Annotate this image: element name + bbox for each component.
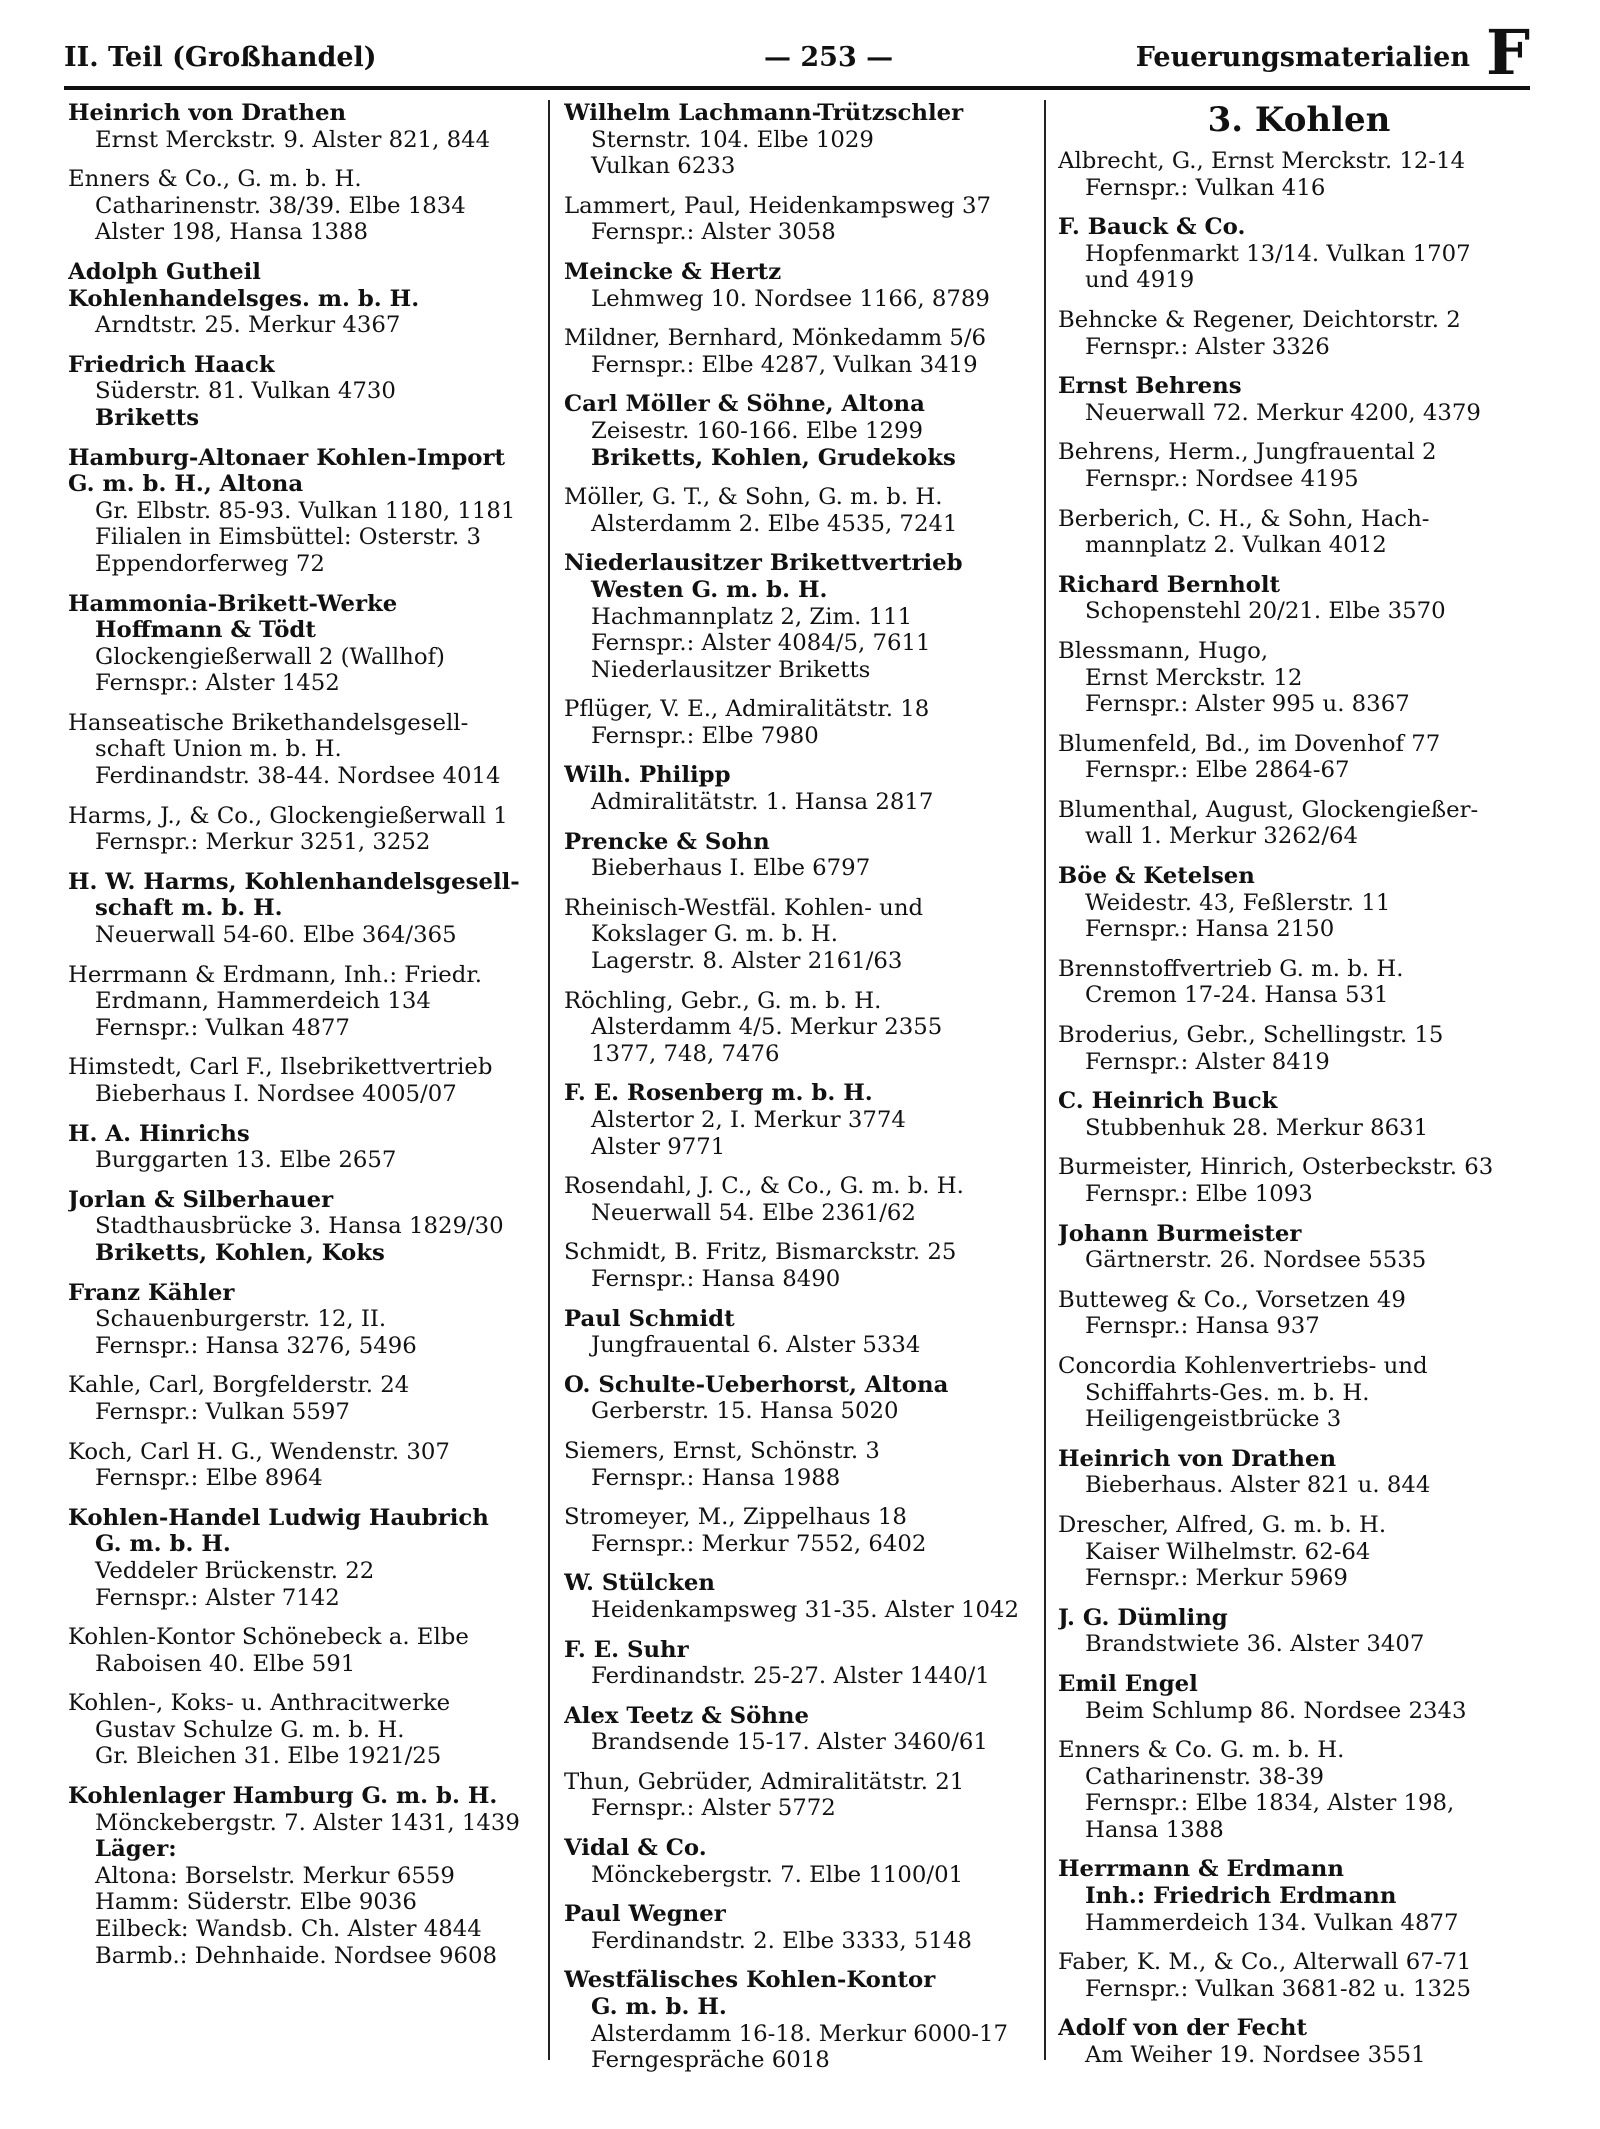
entry-name: Westfälisches Kohlen-Kontor [564, 1967, 936, 1994]
entry-detail-line: Mönckebergstr. 7. Alster 1431, 1439 [95, 1809, 520, 1836]
column-divider [548, 100, 550, 2060]
entry-detail-line: Gr. Bleichen 31. Elbe 1921/25 [95, 1743, 442, 1770]
entry-detail-line: Kohlenhandelsges. m. b. H. [68, 285, 420, 312]
entry-detail-line: Hoffmann & Tödt [95, 617, 316, 644]
entry-name: Harms, J., & Co., Glockengießerwall 1 [68, 802, 508, 829]
entry-name: Enners & Co. G. m. b. H. [1058, 1737, 1345, 1764]
entry-detail-line: Mönckebergstr. 7. Elbe 1100/01 [591, 1861, 964, 1888]
directory-entry [68, 710, 544, 790]
entry-name: F. E. Rosenberg m. b. H. [564, 1080, 873, 1107]
entry-detail-line: Fernspr.: Vulkan 416 [1085, 174, 1326, 201]
directory-entry [564, 193, 1046, 246]
entry-detail-line: Niederlausitzer Briketts [591, 656, 871, 683]
directory-entry [564, 1372, 1046, 1425]
entry-detail-line: Stadthausbrücke 3. Hansa 1829/30 [95, 1213, 504, 1240]
directory-entry [564, 1769, 1046, 1822]
entry-name: Ernst Behrens [1058, 373, 1242, 400]
entry-name: Heinrich von Drathen [68, 100, 347, 126]
directory-entry [68, 591, 544, 697]
entry-detail-line: G. m. b. H. [591, 1994, 727, 2021]
entry-detail-line: Bieberhaus I. Nordsee 4005/07 [95, 1081, 457, 1107]
entry-detail-line: Veddeler Brückenstr. 22 [95, 1557, 375, 1584]
entry-detail-line: Neuerwall 54. Elbe 2361/62 [591, 1199, 916, 1226]
entry-detail-line: Glockengießerwall 2 (Wallhof) [95, 643, 445, 670]
entry-detail-line: Fernspr.: Merkur 5969 [1085, 1565, 1348, 1592]
entry-detail-line: G. m. b. H. [95, 1531, 231, 1558]
entry-name: Thun, Gebrüder, Admiralitätstr. 21 [564, 1768, 965, 1795]
entry-name: Kohlen-Handel Ludwig Haubrich [68, 1504, 489, 1531]
entry-detail-line: Briketts, Kohlen, Grudekoks [591, 444, 956, 471]
directory-entry [564, 1967, 1046, 2073]
entry-detail-line: Inh.: Friedrich Erdmann [1085, 1883, 1397, 1910]
entry-detail-line: Hamm: Süderstr. Elbe 9036 [95, 1889, 417, 1916]
column-2 [564, 100, 1046, 2087]
directory-entry [564, 895, 1046, 975]
entry-detail-line: Alster 198, Hansa 1388 [95, 219, 368, 246]
entry-detail-line: Hachmannplatz 2, Zim. 111 [591, 603, 913, 630]
directory-entry [1058, 1154, 1540, 1207]
entry-name: Wilhelm Lachmann-Trützschler [564, 100, 964, 126]
entry-name: Hamburg-Altonaer Kohlen-Import [68, 444, 506, 471]
entry-name: Hanseatische Brikethandelsgesell- [68, 709, 469, 736]
directory-entry [1058, 307, 1540, 360]
entry-detail-line: Fernspr.: Vulkan 5597 [95, 1398, 350, 1425]
directory-entry [1058, 1022, 1540, 1075]
directory-entry [68, 1783, 544, 1969]
directory-entry [564, 1239, 1046, 1292]
entry-name: Franz Kähler [68, 1279, 235, 1306]
entry-name: Kohlen-, Koks- u. Anthracitwerke [68, 1690, 451, 1717]
entry-detail-line: Bieberhaus. Alster 821 u. 844 [1085, 1472, 1431, 1499]
entry-detail-line: Cremon 17-24. Hansa 531 [1085, 982, 1389, 1009]
entry-detail-line: Fernspr.: Nordsee 4195 [1085, 465, 1359, 492]
entry-name: Brennstoffvertrieb G. m. b. H. [1058, 955, 1404, 982]
entry-name: Albrecht, G., Ernst Merckstr. 12-14 [1058, 148, 1466, 174]
directory-entry [68, 100, 544, 153]
entry-detail-line: Brandsende 15-17. Alster 3460/61 [591, 1729, 988, 1756]
entry-name: Herrmann & Erdmann [1058, 1856, 1344, 1883]
entry-name: Kahle, Carl, Borgfelderstr. 24 [68, 1372, 410, 1399]
index-letter: F [1485, 16, 1530, 89]
entry-detail-line: Catharinenstr. 38/39. Elbe 1834 [95, 192, 466, 219]
section-heading: Feuerungsmaterialien [1135, 42, 1470, 73]
entry-detail-line: Fernspr.: Vulkan 4877 [95, 1014, 350, 1041]
entry-name: Herrmann & Erdmann, Inh.: Friedr. [68, 961, 482, 988]
entry-name: Richard Bernholt [1058, 571, 1281, 598]
entry-name: Stromeyer, M., Zippelhaus 18 [564, 1504, 907, 1531]
entry-detail-line: Filialen in Eimsbüttel: Osterstr. 3 [95, 524, 481, 551]
directory-entry [68, 352, 544, 432]
part-title: II. Teil (Großhandel) [64, 42, 377, 73]
entry-detail-line: Erdmann, Hammerdeich 134 [95, 988, 431, 1015]
directory-entry [564, 762, 1046, 815]
entry-name: Drescher, Alfred, G. m. b. H. [1058, 1511, 1387, 1538]
directory-entry [564, 1570, 1046, 1623]
directory-entry [68, 962, 544, 1042]
entry-detail-line: Lehmweg 10. Nordsee 1166, 8789 [591, 285, 990, 312]
entry-name: Kohlen-Kontor Schönebeck a. Elbe [68, 1624, 469, 1651]
directory-entry [564, 1901, 1046, 1954]
entry-name: Vidal & Co. [564, 1835, 707, 1862]
entry-detail-line: Gärtnerstr. 26. Nordsee 5535 [1085, 1247, 1427, 1274]
entry-detail-line: Fernspr.: Hansa 937 [1085, 1313, 1320, 1340]
entry-name: Adolf von der Fecht [1058, 2015, 1308, 2042]
entry-name: Faber, K. M., & Co., Alterwall 67-71 [1058, 1949, 1472, 1976]
entry-detail-line: Fernspr.: Alster 995 u. 8367 [1085, 691, 1410, 718]
entry-detail-line: Hopfenmarkt 13/14. Vulkan 1707 [1085, 240, 1471, 267]
directory-entry [1058, 572, 1540, 625]
entry-detail-line: Alster 9771 [591, 1133, 726, 1160]
entry-detail-line: Kokslager G. m. b. H. [591, 921, 838, 948]
entry-detail-line: Ferdinandstr. 2. Elbe 3333, 5148 [591, 1927, 972, 1954]
directory-entry [1058, 1737, 1540, 1843]
directory-entry [1058, 2015, 1540, 2068]
section-title: 3. Kohlen [1207, 100, 1391, 140]
entry-detail-line: Fernspr.: Elbe 7980 [591, 722, 819, 749]
directory-entry [68, 166, 544, 246]
entry-detail-line: Fernspr.: Alster 1452 [95, 670, 340, 697]
entry-detail-line: Burggarten 13. Elbe 2657 [95, 1147, 397, 1174]
directory-entry [1058, 638, 1540, 718]
entry-detail-line: Fernspr.: Elbe 2864-67 [1085, 757, 1350, 784]
entry-detail-line: Eilbeck: Wandsb. Ch. Alster 4844 [95, 1916, 482, 1943]
entry-name: J. G. Dümling [1058, 1604, 1228, 1631]
directory-entry [68, 1121, 544, 1174]
column-1 [68, 100, 544, 1982]
directory-entry [1058, 1353, 1540, 1433]
entry-name: Pflüger, V. E., Admiralitätstr. 18 [564, 696, 930, 723]
entry-detail-line: Schauenburgerstr. 12, II. [95, 1306, 387, 1333]
entry-detail-line: schaft m. b. H. [95, 895, 283, 922]
directory-entry [564, 1504, 1046, 1557]
entry-name: Berberich, C. H., & Sohn, Hach- [1058, 505, 1430, 532]
entry-detail-line: G. m. b. H., Altona [68, 471, 304, 498]
entry-detail-line: Eppendorferweg 72 [95, 550, 325, 577]
directory-entry [1058, 1671, 1540, 1724]
entry-detail-line: Westen G. m. b. H. [591, 576, 828, 603]
entry-detail-line: Süderstr. 81. Vulkan 4730 [95, 378, 396, 405]
directory-entry [1058, 797, 1540, 850]
entry-detail-line: Briketts [95, 404, 200, 431]
directory-entry [68, 1624, 544, 1677]
entry-detail-line: Alstertor 2, I. Merkur 3774 [591, 1107, 906, 1133]
entry-name: Jorlan & Silberhauer [68, 1186, 334, 1213]
entry-detail-line: Weidestr. 43, Feßlerstr. 11 [1085, 889, 1391, 916]
entry-detail-line: Schopenstehl 20/21. Elbe 3570 [1085, 598, 1446, 625]
directory-entry [1058, 1088, 1540, 1141]
entry-detail-line: Heidenkampsweg 31-35. Alster 1042 [591, 1596, 1020, 1623]
entry-name: Mildner, Bernhard, Mönkedamm 5/6 [564, 325, 987, 352]
entry-name: Paul Schmidt [564, 1305, 735, 1332]
entry-detail-line: Hansa 1388 [1085, 1816, 1224, 1843]
entry-name: Röchling, Gebr., G. m. b. H. [564, 987, 882, 1014]
entry-name: O. Schulte-Ueberhorst, Altona [564, 1371, 949, 1398]
entry-detail-line: Ferdinandstr. 25-27. Alster 1440/1 [591, 1663, 990, 1690]
entry-name: Friedrich Haack [68, 351, 275, 378]
entry-name: Alex Teetz & Söhne [564, 1702, 809, 1729]
entry-name: Adolph Gutheil [68, 258, 261, 285]
entry-detail-line: Ernst Merckstr. 9. Alster 821, 844 [95, 126, 491, 153]
entry-detail-line: Arndtstr. 25. Merkur 4367 [95, 312, 401, 339]
entry-detail-line: Gerberstr. 15. Hansa 5020 [591, 1398, 899, 1425]
entry-name: Wilh. Philipp [564, 762, 731, 789]
entry-name: Niederlausitzer Brikettvertrieb [564, 550, 963, 577]
entry-name: Heinrich von Drathen [1058, 1445, 1337, 1472]
directory-entry [68, 1054, 544, 1107]
entry-detail-line: Catharinenstr. 38-39 [1085, 1763, 1324, 1790]
entry-name: F. E. Suhr [564, 1636, 689, 1663]
directory-entry [68, 869, 544, 949]
entry-detail-line: Läger: [95, 1836, 177, 1863]
entry-detail-line: Kaiser Wilhelmstr. 62-64 [1085, 1538, 1371, 1565]
directory-entry [564, 829, 1046, 882]
entry-name: Behncke & Regener, Deichtorstr. 2 [1058, 306, 1461, 333]
directory-entry [1058, 1512, 1540, 1592]
directory-entry [1058, 863, 1540, 943]
directory-entry [564, 1703, 1046, 1756]
directory-entry [1058, 1446, 1540, 1499]
entry-detail-line: Alsterdamm 16-18. Merkur 6000-17 [591, 2020, 1008, 2047]
entry-name: Schmidt, B. Fritz, Bismarckstr. 25 [564, 1239, 957, 1266]
entry-detail-line: Fernspr.: Merkur 3251, 3252 [95, 829, 431, 856]
header-rule [64, 86, 1530, 90]
entry-name: Himstedt, Carl F., Ilsebrikettvertrieb [68, 1054, 493, 1081]
entry-name: Emil Engel [1058, 1670, 1198, 1697]
directory-entry [68, 1690, 544, 1770]
directory-entry [1058, 214, 1540, 294]
entry-detail-line: Fernspr.: Alster 8419 [1085, 1048, 1330, 1075]
entry-name: Behrens, Herm., Jungfrauental 2 [1058, 439, 1437, 466]
entry-detail-line: Ernst Merckstr. 12 [1085, 664, 1303, 691]
directory-entry [564, 988, 1046, 1068]
entry-detail-line: Fernspr.: Hansa 2150 [1085, 916, 1335, 943]
directory-entry [564, 696, 1046, 749]
directory-entry [564, 1637, 1046, 1690]
entry-detail-line: Raboisen 40. Elbe 591 [95, 1650, 356, 1677]
directory-entry [68, 259, 544, 339]
entry-name: Burmeister, Hinrich, Osterbeckstr. 63 [1058, 1154, 1494, 1181]
directory-entry [1058, 1287, 1540, 1340]
entry-detail-line: Beim Schlump 86. Nordsee 2343 [1085, 1697, 1467, 1724]
directory-entry [564, 1835, 1046, 1888]
directory-entry [1058, 506, 1540, 559]
entry-detail-line: und 4919 [1085, 267, 1195, 294]
entry-detail-line: Fernspr.: Alster 7142 [95, 1584, 340, 1611]
entry-detail-line: Hammerdeich 134. Vulkan 4877 [1085, 1909, 1459, 1936]
entry-name: Carl Möller & Söhne, Altona [564, 391, 925, 418]
entry-detail-line: Briketts, Kohlen, Koks [95, 1239, 385, 1266]
entry-name: Blumenfeld, Bd., im Dovenhof 77 [1058, 730, 1441, 757]
entry-detail-line: Fernspr.: Alster 3326 [1085, 333, 1330, 360]
entry-detail-line: Fernspr.: Elbe 8964 [95, 1465, 323, 1492]
entry-detail-line: Sternstr. 104. Elbe 1029 [591, 126, 874, 153]
entry-detail-line: Heiligengeistbrücke 3 [1085, 1406, 1342, 1433]
entry-name: Rheinisch-Westfäl. Kohlen- und [564, 894, 924, 921]
directory-entry [1058, 731, 1540, 784]
directory-entry [564, 259, 1046, 312]
entry-detail-line: Zeisestr. 160-166. Elbe 1299 [591, 417, 924, 444]
entry-name: H. W. Harms, Kohlenhandelsgesell- [68, 868, 520, 895]
entry-name: H. A. Hinrichs [68, 1120, 250, 1147]
entry-detail-line: Am Weiher 19. Nordsee 3551 [1085, 2042, 1426, 2069]
directory-entry [564, 484, 1046, 537]
entry-detail-line: Admiralitätstr. 1. Hansa 2817 [591, 789, 934, 816]
entry-name: Koch, Carl H. G., Wendenstr. 307 [68, 1438, 450, 1465]
entry-detail-line: Stubbenhuk 28. Merkur 8631 [1085, 1114, 1429, 1141]
entry-name: Kohlenlager Hamburg G. m. b. H. [68, 1783, 498, 1810]
column-3 [1058, 100, 1540, 2082]
directory-entry [1058, 956, 1540, 1009]
directory-entry [1058, 148, 1540, 201]
entry-detail-line: Gr. Elbstr. 85-93. Vulkan 1180, 1181 [95, 497, 516, 524]
directory-entry [564, 100, 1046, 180]
entry-detail-line: Ferngespräche 6018 [591, 2047, 830, 2074]
entry-detail-line: Schiffahrts-Ges. m. b. H. [1085, 1379, 1370, 1406]
directory-entry [68, 445, 544, 578]
entry-name: Hammonia-Brikett-Werke [68, 590, 398, 617]
entry-name: Enners & Co., G. m. b. H. [68, 166, 362, 193]
entry-detail-line: schaft Union m. b. H. [95, 736, 342, 763]
directory-entry [68, 1439, 544, 1492]
entry-detail-line: Fernspr.: Elbe 1093 [1085, 1181, 1313, 1207]
entry-detail-line: Alsterdamm 2. Elbe 4535, 7241 [591, 510, 958, 537]
directory-entry [1058, 373, 1540, 426]
entry-detail-line: Ferdinandstr. 38-44. Nordsee 4014 [95, 763, 501, 790]
entry-detail-line: Fernspr.: Hansa 1988 [591, 1464, 841, 1491]
entry-detail-line: Bieberhaus I. Elbe 6797 [591, 855, 871, 882]
page-header [64, 16, 1530, 89]
entry-detail-line: Fernspr.: Elbe 4287, Vulkan 3419 [591, 351, 978, 378]
entry-detail-line: Fernspr.: Alster 4084/5, 7611 [591, 630, 931, 657]
directory-entry [564, 1080, 1046, 1160]
entry-name: Paul Wegner [564, 1901, 726, 1928]
entry-detail-line: Fernspr.: Hansa 8490 [591, 1265, 841, 1292]
entry-detail-line: wall 1. Merkur 3262/64 [1085, 823, 1359, 850]
entry-detail-line: Fernspr.: Alster 3058 [591, 219, 836, 246]
entry-detail-line: Vulkan 6233 [591, 153, 736, 180]
entry-detail-line: Fernspr.: Elbe 1834, Alster 198, [1085, 1790, 1455, 1817]
entry-name: Broderius, Gebr., Schellingstr. 15 [1058, 1022, 1444, 1049]
entry-detail-line: Fernspr.: Vulkan 3681-82 u. 1325 [1085, 1975, 1471, 2002]
directory-entry [68, 803, 544, 856]
directory-entry [564, 1173, 1046, 1226]
entry-name: Böe & Ketelsen [1058, 863, 1255, 890]
directory-entry [564, 550, 1046, 683]
entry-detail-line: Fernspr.: Merkur 7552, 6402 [591, 1530, 927, 1557]
entry-detail-line: Barmb.: Dehnhaide. Nordsee 9608 [95, 1942, 498, 1969]
entry-detail-line: Gustav Schulze G. m. b. H. [95, 1716, 405, 1743]
directory-entry [1058, 1949, 1540, 2002]
entry-name: Meincke & Hertz [564, 258, 782, 285]
entry-name: Lammert, Paul, Heidenkampsweg 37 [564, 192, 991, 219]
entry-name: Concordia Kohlenvertriebs- und [1058, 1352, 1428, 1379]
entry-name: Rosendahl, J. C., & Co., G. m. b. H. [564, 1173, 964, 1200]
entry-detail-line: Fernspr.: Hansa 3276, 5496 [95, 1332, 417, 1359]
entry-name: Prencke & Sohn [564, 828, 770, 855]
entry-name: Blessmann, Hugo, [1058, 637, 1269, 664]
directory-entry [564, 1306, 1046, 1359]
entry-detail-line: Brandstwiete 36. Alster 3407 [1085, 1631, 1425, 1658]
directory-entry [68, 1505, 544, 1611]
directory-entry [1058, 1605, 1540, 1658]
directory-entry [1058, 439, 1540, 492]
directory-entry [564, 325, 1046, 378]
entry-name: Johann Burmeister [1058, 1220, 1302, 1247]
directory-entry [68, 1187, 544, 1267]
directory-entry [68, 1372, 544, 1425]
entry-detail-line: Jungfrauental 6. Alster 5334 [591, 1332, 921, 1359]
entry-detail-line: Fernspr.: Alster 5772 [591, 1795, 836, 1822]
entry-detail-line: 1377, 748, 7476 [591, 1040, 780, 1067]
entry-name: Butteweg & Co., Vorsetzen 49 [1058, 1286, 1406, 1313]
entry-detail-line: Neuerwall 54-60. Elbe 364/365 [95, 922, 457, 949]
entry-detail-line: Alsterdamm 4/5. Merkur 2355 [591, 1014, 943, 1041]
entry-name: C. Heinrich Buck [1058, 1088, 1278, 1115]
entry-detail-line: Altona: Borselstr. Merkur 6559 [95, 1862, 455, 1889]
directory-entry [68, 1280, 544, 1360]
entry-detail-line: Lagerstr. 8. Alster 2161/63 [591, 948, 903, 975]
entry-detail-line: mannplatz 2. Vulkan 4012 [1085, 532, 1387, 559]
entry-name: Blumenthal, August, Glockengießer- [1058, 796, 1479, 823]
directory-entry [564, 391, 1046, 471]
directory-entry [1058, 1221, 1540, 1274]
entry-detail-line: Neuerwall 72. Merkur 4200, 4379 [1085, 399, 1481, 426]
entry-name: Möller, G. T., & Sohn, G. m. b. H. [564, 484, 943, 511]
entry-name: F. Bauck & Co. [1058, 214, 1246, 241]
page-number: — 253 — [764, 42, 894, 73]
directory-entry [564, 1438, 1046, 1491]
directory-entry [1058, 1856, 1540, 1936]
entry-name: Siemers, Ernst, Schönstr. 3 [564, 1437, 880, 1464]
entry-name: W. Stülcken [564, 1570, 715, 1597]
